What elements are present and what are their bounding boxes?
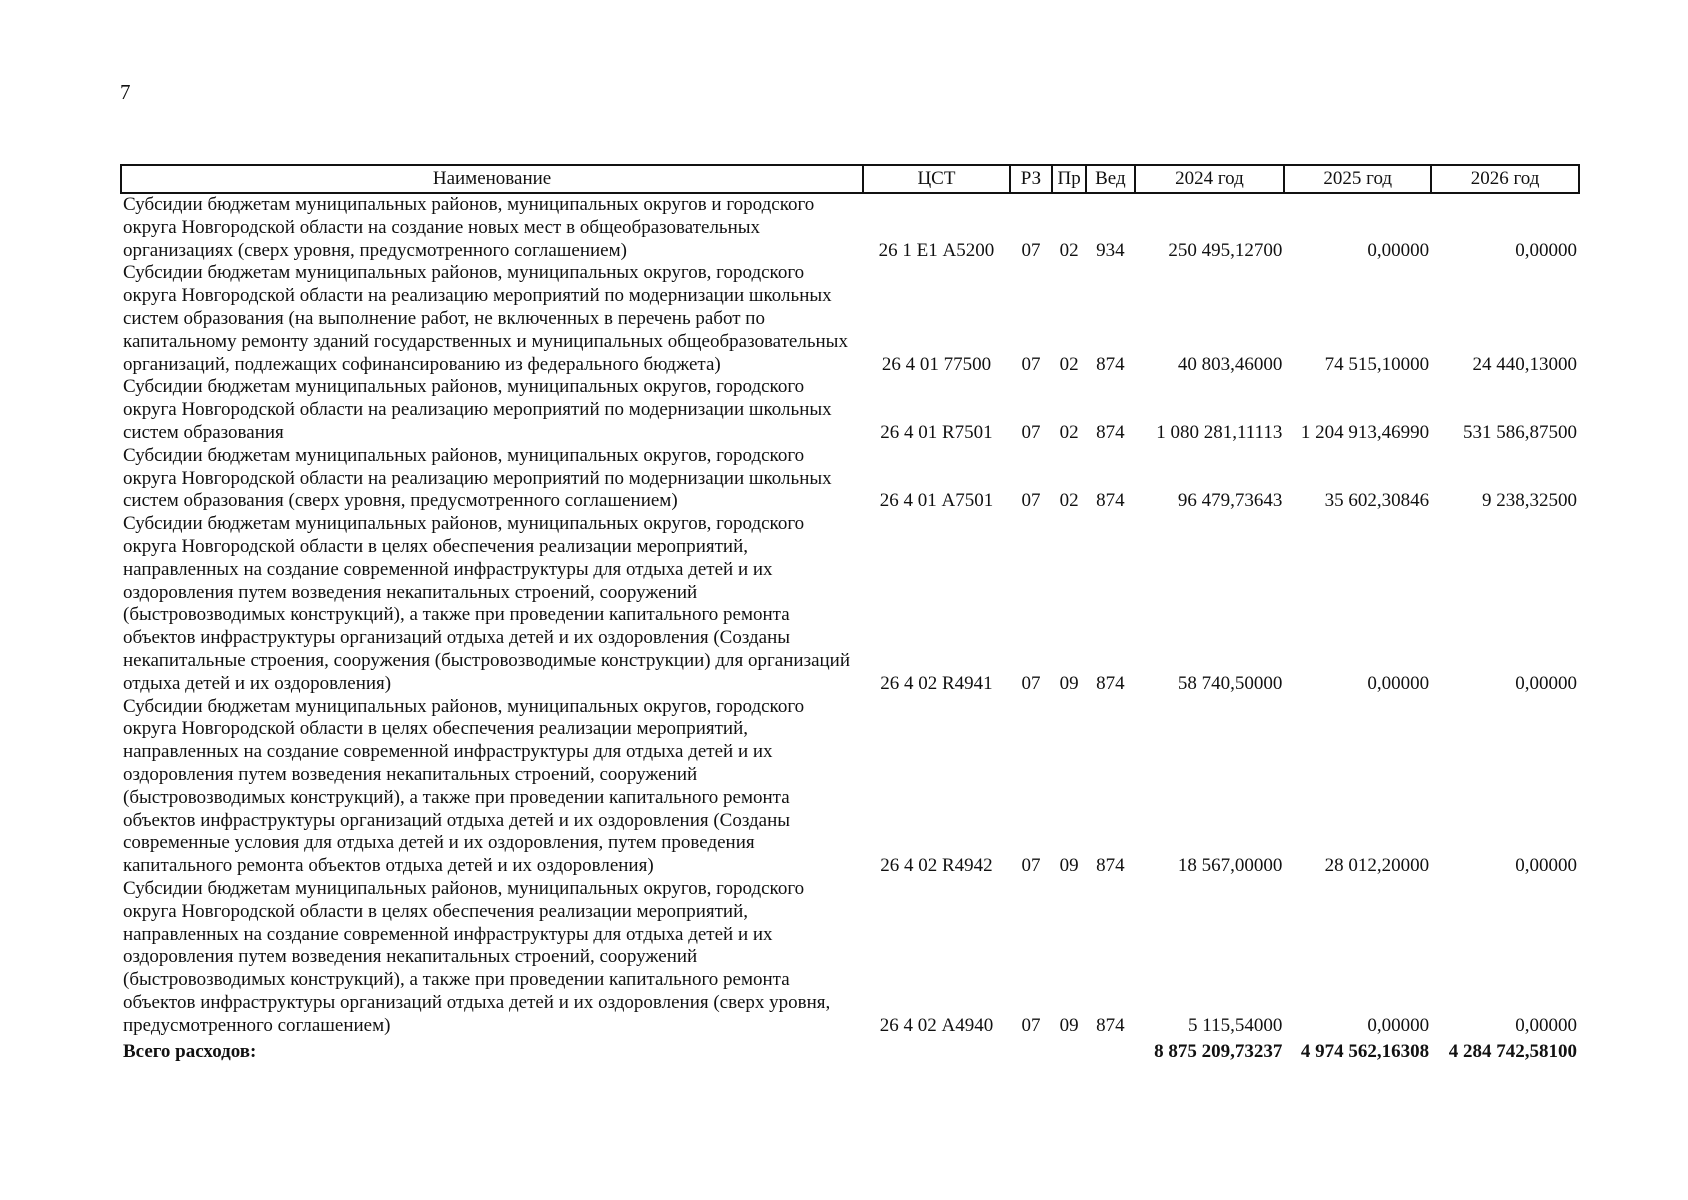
row-cst: 26 4 01 77500 [881,353,992,375]
table-row [121,193,1579,262]
total-empty-cst [863,1037,1010,1065]
row-name: Субсидии бюджетам муниципальных районов, муниципальных округов, городского округа Новгородской области на реализацию мероприятий по модернизации школьных систем образования [123,376,832,443]
header-2025: 2025 год [1284,165,1431,193]
header-pr: Пр [1052,165,1086,193]
row-ved: 874 [1096,672,1125,694]
row-2025: 28 012,20000 [1324,855,1430,877]
row-2025: 0,00000 [1367,672,1430,694]
total-2025: 4 974 562,16308 [1300,1041,1430,1063]
row-2025: 1 204 913,46990 [1300,421,1430,443]
row-2024: 96 479,73643 [1177,490,1283,512]
row-rz: 07 [1021,672,1041,694]
row-cst: 26 4 02 R4941 [880,672,993,694]
row-ved: 874 [1096,421,1125,443]
total-empty-ved [1086,1037,1134,1065]
total-2024: 8 875 209,73237 [1154,1041,1283,1063]
total-row [121,1037,1579,1065]
row-pr: 02 [1059,353,1079,375]
row-2026: 9 238,32500 [1482,490,1577,512]
row-rz: 07 [1021,239,1041,261]
header-ved: Вед [1086,165,1134,193]
budget-table [120,164,1580,1065]
row-2024: 5 115,54000 [1188,1014,1283,1036]
header-rz: РЗ [1010,165,1052,193]
row-2024: 1 080 281,11113 [1156,421,1283,443]
header-cst: ЦСТ [863,165,1010,193]
row-pr: 02 [1059,239,1079,261]
row-name: Субсидии бюджетам муниципальных районов, муниципальных округов, городского округа Новгородской области на реализацию мероприятий по модернизации школьных систем образования (на выполнение работ, не включенных в перечень работ по капитальному ремонту зданий государственных и муниципальных общеобразовательных организаций, подлежащих софинансированию из федерального бюджета) [123,262,848,375]
row-name: Субсидии бюджетам муниципальных районов, муниципальных округов и городского округа Новгородской области на создание новых мест в общеобразовательных организациях (сверх уровня, предусмотренного соглашением) [123,194,815,261]
row-name: Субсидии бюджетам муниципальных районов, муниципальных округов, городского округа Новгородской области в целях обеспечения реализации мероприятий, направленных на создание современной инфраструктуры для отдыха детей и их оздоровления путем возведения некапитальных строений, сооружений (быстровозводимых конструкций), а также при проведении капитального ремонта объектов инфраструктуры организаций отдыха детей и их оздоровления (сверх уровня, предусмотренного соглашением) [123,877,831,1036]
row-rz: 07 [1021,353,1041,375]
table-row [121,878,1579,1038]
table-header [121,165,1579,193]
header-2024: 2024 год [1135,165,1285,193]
row-2024: 40 803,46000 [1177,353,1283,375]
row-cst: 26 1 Е1 А5200 [878,239,995,261]
row-2026: 531 586,87500 [1463,421,1577,443]
row-2026: 0,00000 [1515,672,1577,694]
header-name: Наименование [121,165,863,193]
row-pr: 02 [1059,490,1079,512]
table-row [121,696,1579,878]
row-ved: 874 [1096,1014,1125,1036]
total-empty-pr [1052,1037,1086,1065]
row-ved: 874 [1096,490,1125,512]
row-rz: 07 [1021,490,1041,512]
row-rz: 07 [1021,855,1041,877]
table-row [121,262,1579,376]
row-cst: 26 4 01 R7501 [880,421,993,443]
row-rz: 07 [1021,1014,1041,1036]
table-body [121,193,1579,1037]
row-2026: 0,00000 [1515,1014,1577,1036]
table-row [121,376,1579,444]
row-2025: 0,00000 [1367,1014,1430,1036]
row-2024: 18 567,00000 [1177,855,1283,877]
row-rz: 07 [1021,421,1041,443]
row-2025: 74 515,10000 [1324,353,1430,375]
row-2026: 24 440,13000 [1472,353,1577,375]
total-label: Всего расходов: [123,1041,257,1063]
page-number: 7 [120,80,131,104]
header-2026: 2026 год [1431,165,1579,193]
row-ved: 934 [1096,239,1125,261]
row-name: Субсидии бюджетам муниципальных районов, муниципальных округов, городского округа Новгородской области в целях обеспечения реализации мероприятий, направленных на создание современной инфраструктуры для отдыха детей и их оздоровления путем возведения некапитальных строений, сооружений (быстровозводимых конструкций), а также при проведении капитального ремонта объектов инфраструктуры организаций отдыха детей и их оздоровления (Созданы некапитальные строения, сооружения (быстровозводимые конструкции) для организаций отдыха детей и их оздоровления) [123,513,851,694]
row-cst: 26 4 01 А7501 [879,490,994,512]
row-name: Субсидии бюджетам муниципальных районов, муниципальных округов, городского округа Новгородской области в целях обеспечения реализации мероприятий, направленных на создание современной инфраструктуры для отдыха детей и их оздоровления путем возведения некапитальных строений, сооружений (быстровозводимых конструкций), а также при проведении капитального ремонта объектов инфраструктуры организаций отдыха детей и их оздоровления (Созданы современные условия для отдыха детей и их оздоровления, путем проведения капитального ремонта объектов отдыха детей и их оздоровления) [123,695,805,877]
row-ved: 874 [1096,353,1125,375]
row-2025: 0,00000 [1367,239,1430,261]
row-cst: 26 4 02 А4940 [879,1014,994,1036]
row-2024: 58 740,50000 [1177,672,1283,694]
total-empty-rz [1010,1037,1052,1065]
table-row [121,513,1579,695]
table-row [121,445,1579,513]
row-pr: 09 [1059,1014,1079,1036]
row-2024: 250 495,12700 [1168,239,1283,261]
row-cst: 26 4 02 R4942 [880,855,993,877]
row-2025: 35 602,30846 [1324,490,1430,512]
row-pr: 09 [1059,672,1079,694]
row-name: Субсидии бюджетам муниципальных районов, муниципальных округов, городского округа Новгородской области на реализацию мероприятий по модернизации школьных систем образования (сверх уровня, предусмотренного соглашением) [123,444,832,512]
total-2026: 4 284 742,58100 [1448,1041,1577,1063]
row-2026: 0,00000 [1515,855,1577,877]
row-pr: 02 [1059,421,1079,443]
row-2026: 0,00000 [1515,239,1577,261]
row-pr: 09 [1059,855,1079,877]
row-ved: 874 [1096,855,1125,877]
